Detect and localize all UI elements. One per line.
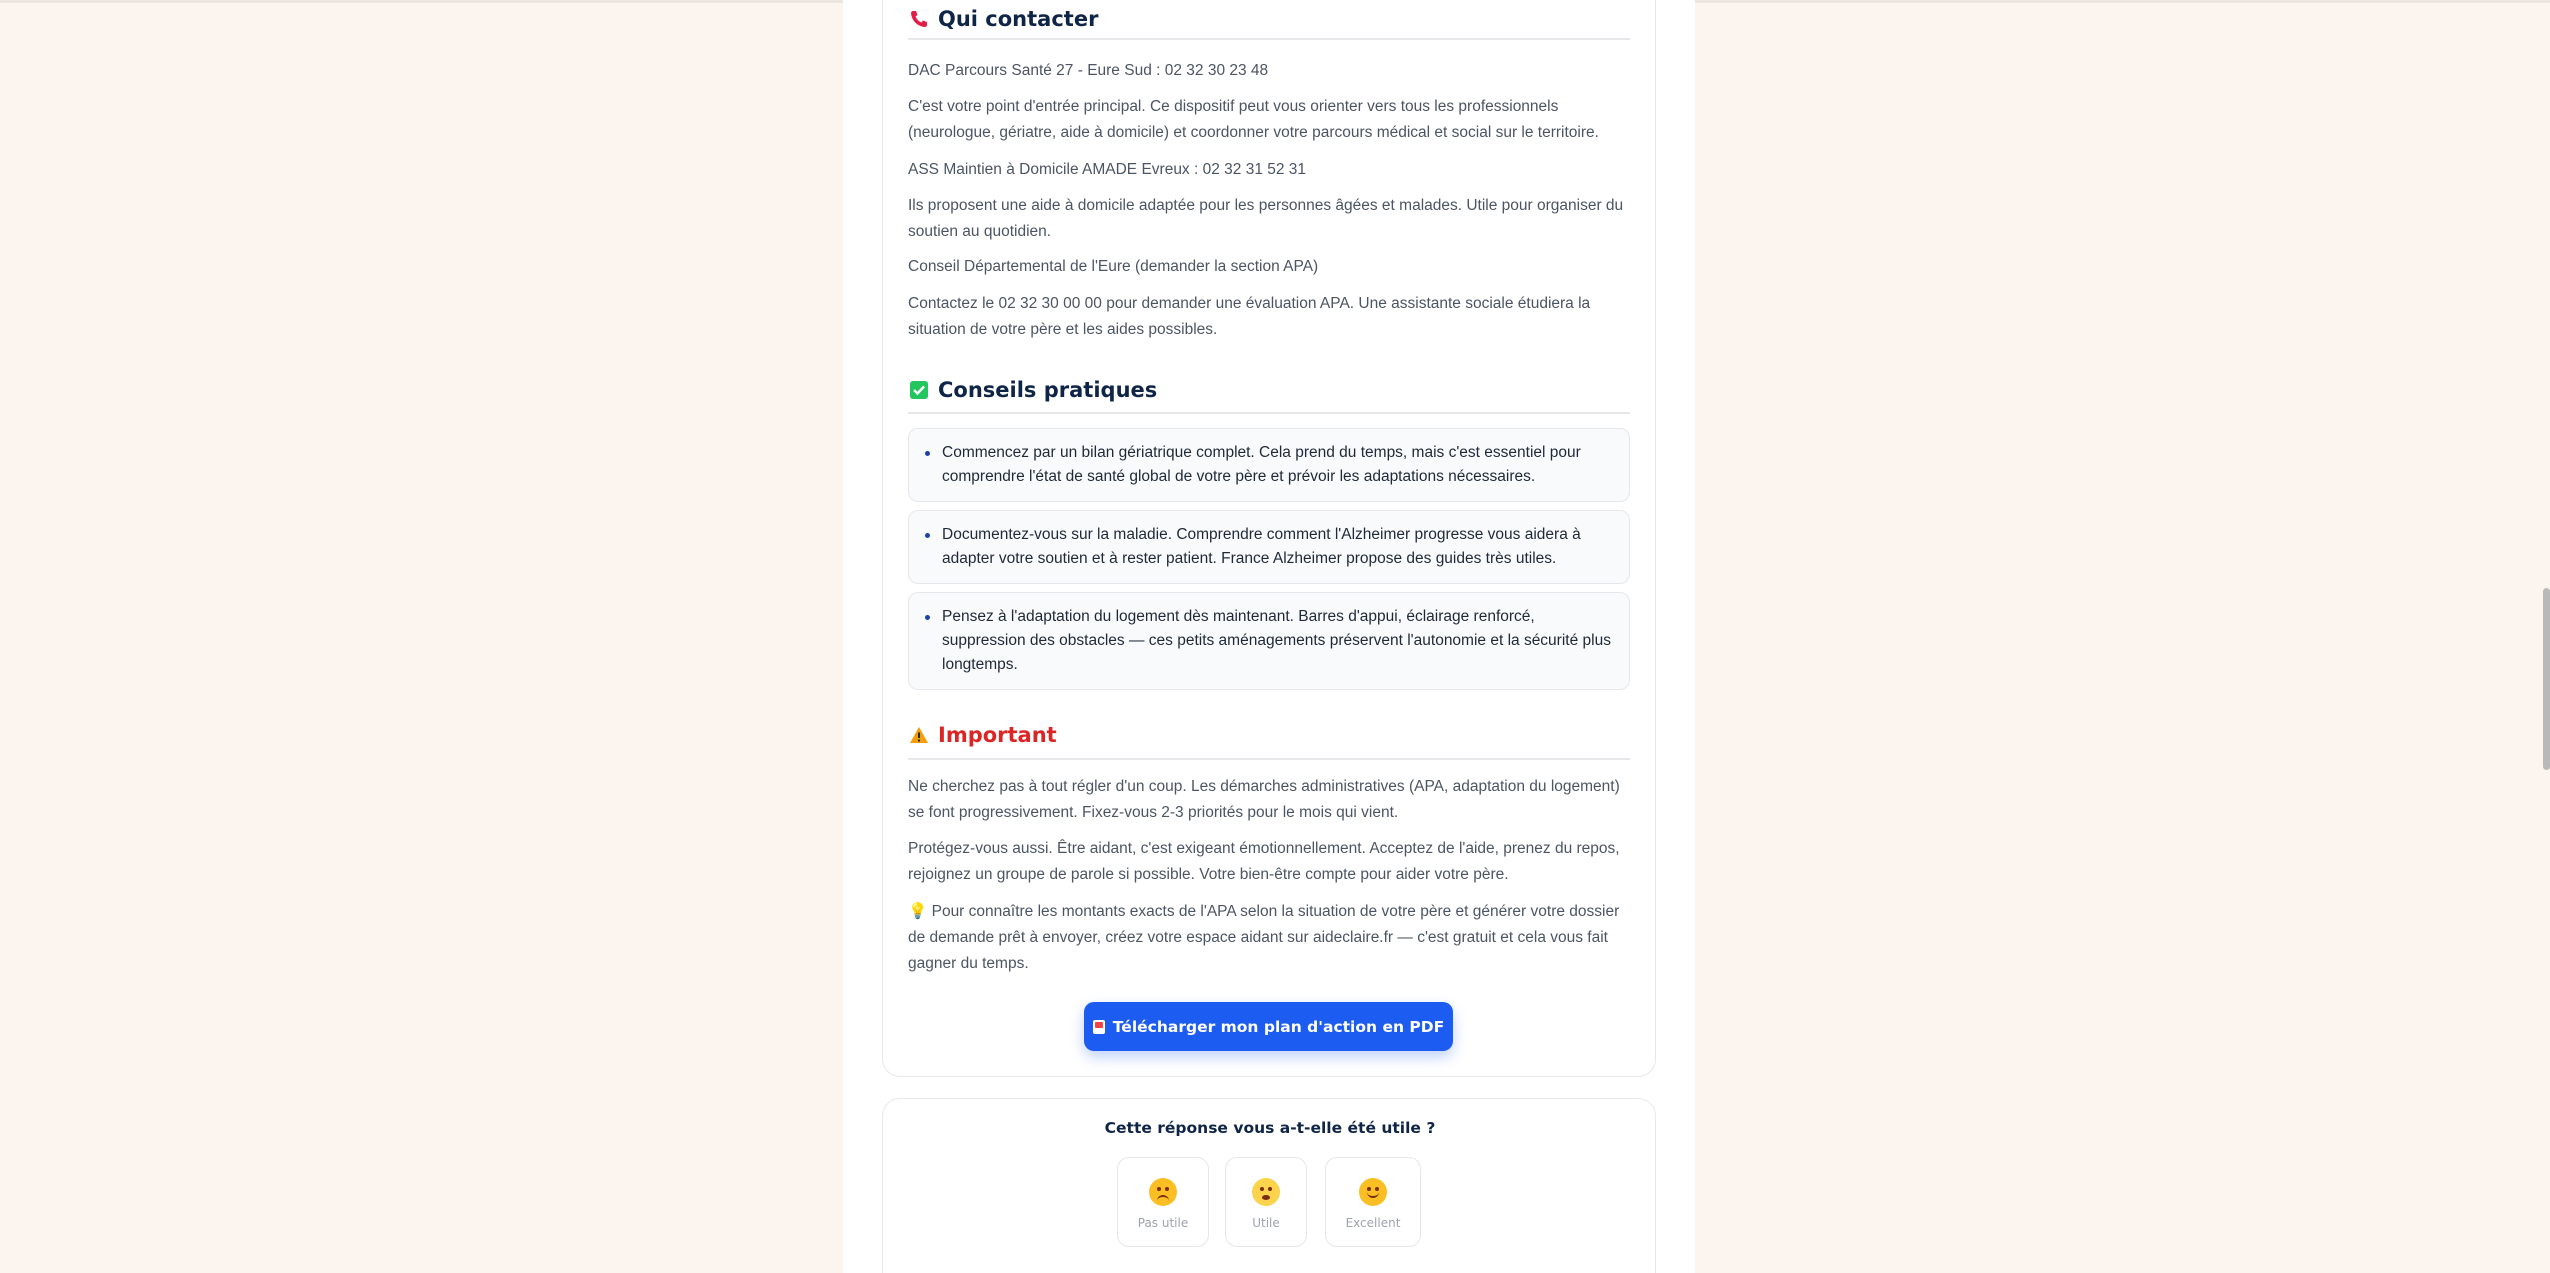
sad-face-icon: [1149, 1178, 1177, 1206]
tips-heading: [908, 368, 1630, 414]
contacts-title: Qui contacter: [938, 7, 1099, 31]
important-paragraph: Ne cherchez pas à tout régler d'un coup. Les démarches administratives (APA, adaptation du logement) se font progressivement. Fixez-vous 2-3 priorités pour le mois qui vient.: [908, 778, 1620, 821]
tip-item: Commencez par un bilan gériatrique complet. Cela prend du temps, mais c'est essentiel pour comprendre l'état de santé global de votre père et prévoir les adaptations nécessaires.: [908, 428, 1630, 502]
feedback-card: [882, 1098, 1656, 1273]
important-paragraph: Protégez-vous aussi. Être aidant, c'est exigeant émotionnellement. Acceptez de l'aide, prenez du repos, rejoignez un groupe de parole si possible. Votre bien-être compte pour aider votre père.: [908, 840, 1620, 883]
contact-name: DAC Parcours Santé 27 - Eure Sud : 02 32 30 23 48: [908, 62, 1269, 79]
happy-face-icon: [1359, 1178, 1387, 1206]
contact-description: Ils proposent une aide à domicile adaptée pour les personnes âgées et malades. Utile pour organiser du soutien au quotidien.: [908, 197, 1624, 240]
important-title: Important: [938, 723, 1057, 747]
tip-item: Documentez-vous sur la maladie. Comprendre comment l'Alzheimer progresse vous aidera à adapter votre soutien et à rester patient. France Alzheimer propose des guides très utiles.: [908, 510, 1630, 584]
neutral-face-icon: [1252, 1178, 1280, 1206]
tips-title: Conseils pratiques: [938, 378, 1158, 402]
check-box-icon: [908, 379, 930, 401]
feedback-not-useful-button[interactable]: [1117, 1157, 1209, 1247]
feedback-option-label: Utile: [1252, 1216, 1280, 1230]
feedback-question: Cette réponse vous a-t-elle été utile ?: [1104, 1119, 1436, 1137]
page-scrollbar[interactable]: [2543, 588, 2550, 770]
contact-description: C'est votre point d'entrée principal. Ce dispositif peut vous orienter vers tous les professionnels (neurologue, gériatre, aide à domicile) et coordonner votre parcours médical et social sur le territoire.: [908, 98, 1599, 141]
feedback-option-label: Pas utile: [1137, 1216, 1189, 1230]
download-pdf-label: Télécharger mon plan d'action en PDF: [1112, 1017, 1445, 1036]
feedback-option-label: Excellent: [1345, 1216, 1401, 1230]
warning-icon: [908, 724, 930, 746]
feedback-excellent-button[interactable]: [1325, 1157, 1421, 1247]
download-pdf-button[interactable]: [1084, 1002, 1453, 1051]
important-heading: [908, 712, 1630, 760]
phone-icon: [908, 8, 930, 30]
contact-description: Contactez le 02 32 30 00 00 pour demander une évaluation APA. Une assistante sociale étudiera la situation de votre père et les aides possibles.: [908, 295, 1591, 338]
feedback-useful-button[interactable]: [1225, 1157, 1307, 1247]
aideclaire-tip: 💡 Pour connaître les montants exacts de l'APA selon la situation de votre père et générer votre dossier de demande prêt à envoyer, créez votre espace aidant sur aideclaire.fr — c'est gratuit et cela vous fait gagner du temps.: [908, 903, 1620, 972]
contacts-heading: [908, 0, 1630, 40]
tip-item: Pensez à l'adaptation du logement dès maintenant. Barres d'appui, éclairage renforcé, suppression des obstacles — ces petits aménagements préservent l'autonomie et la sécurité plus longtemps.: [908, 592, 1630, 690]
contact-name: Conseil Départemental de l'Eure (demander la section APA): [908, 258, 1319, 275]
pdf-icon: [1093, 1020, 1105, 1034]
contact-name: ASS Maintien à Domicile AMADE Evreux : 02 32 31 52 31: [908, 161, 1307, 178]
